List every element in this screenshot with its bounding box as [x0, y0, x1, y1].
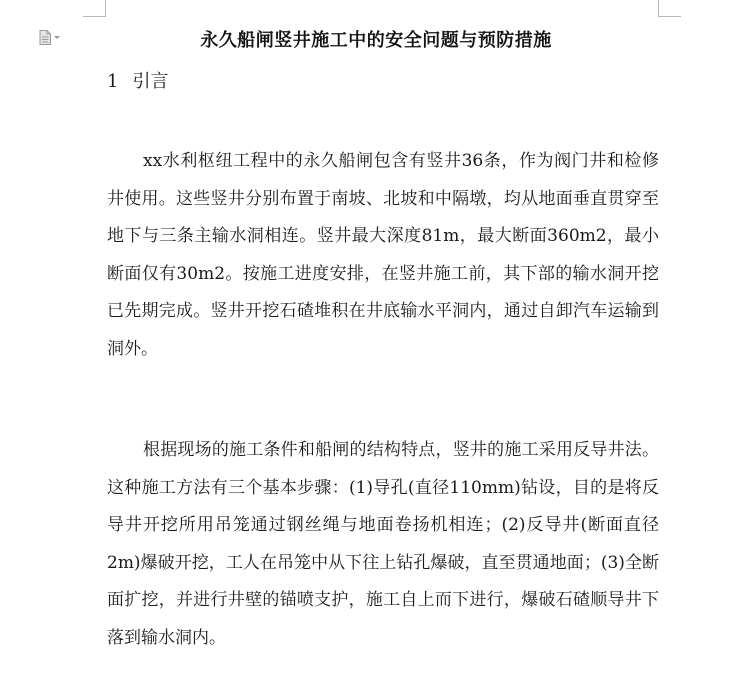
body-paragraph-1: xx水利枢纽工程中的永久船闸包含有竖井36条，作为阀门井和检修井使用。这些竖井分别布置于南坡、北坡和中隔墩，均从地面垂直贯穿至地下与三条主输水洞相连。竖井最大深度81m，最大断面360m2，最小断面仅有30m2。按施工进度安排，在竖井施工前，其下部的输水洞开挖已先期完成。竖井开挖石碴堆积在井底输水平洞内，通过自卸汽车运输到洞外。 — [107, 151, 659, 359]
section-heading — [107, 67, 168, 93]
document-title: 永久船闸竖井施工中的安全问题与预防措施 — [200, 30, 552, 51]
body-paragraph-2: 根据现场的施工条件和船闸的结构特点，竖井的施工采用反导井法。这种施工方法有三个基本步骤：(1)导孔(直径110mm)钻设，目的是将反导井开挖所用吊笼通过钢丝绳与地面卷扬机相连；(2)反导井(断面直径2m)爆破开挖，工人在吊笼中从下往上钻孔爆破，直至贯通地面；(3)全断面扩挖，并进行井壁的锚喷支护，施工自上而下进行，爆破石碴顺导井下落到输水洞内。 — [107, 440, 659, 648]
page-margin-mark-left — [83, 0, 106, 17]
section-heading-text: 引言 — [132, 71, 169, 92]
section-number: 1 — [107, 71, 119, 92]
page-margin-mark-right — [658, 0, 681, 17]
